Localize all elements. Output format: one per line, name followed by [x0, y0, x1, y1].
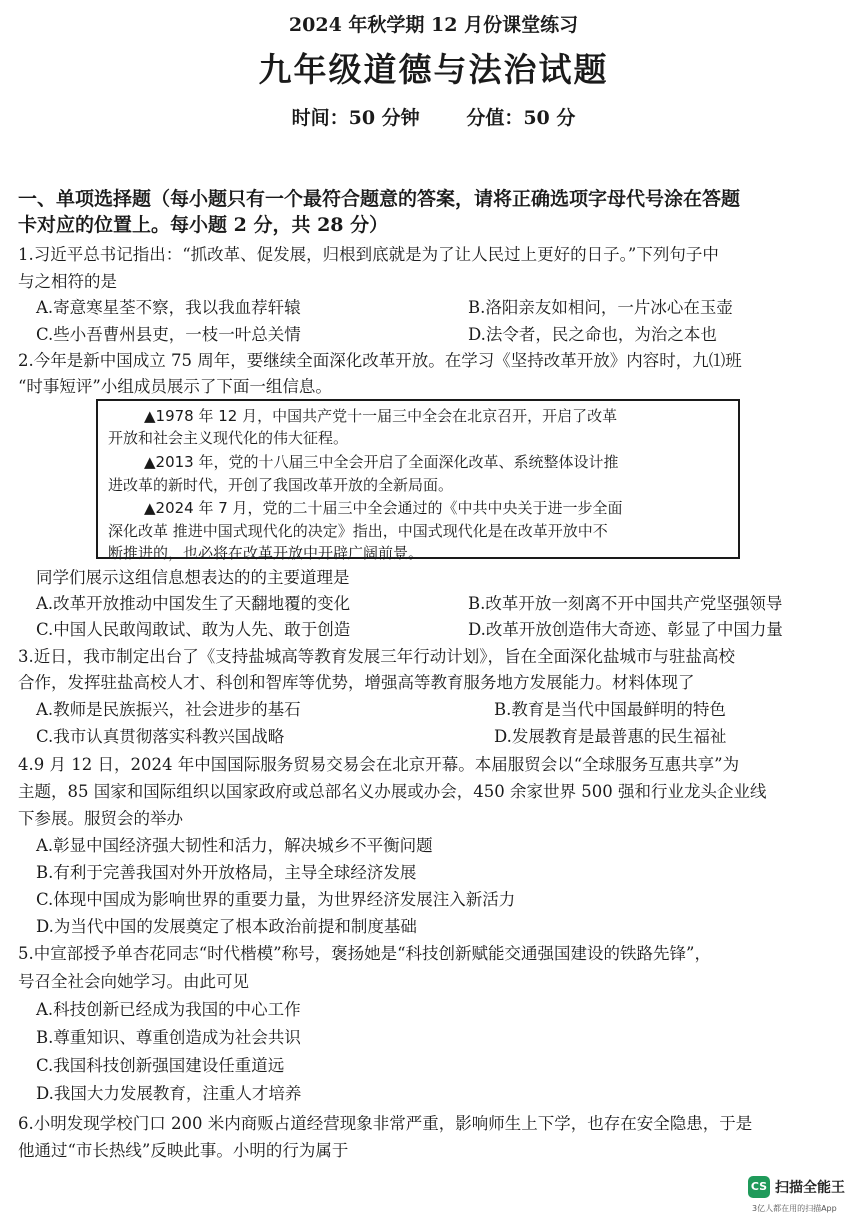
question-5-option-b: B.尊重知识、尊重创造成为社会共识	[36, 1028, 301, 1047]
question-2-info-box	[96, 399, 740, 562]
exam-subtitle: 2024 年秋学期 12 月份课堂练习	[288, 14, 579, 36]
info-box-line: ▲1978 年 12 月，中国共产党十一届三中全会在北京召开，开启了改革	[144, 407, 618, 425]
section-heading-cont: 卡对应的位置上。每小题 2 分，共 28 分）	[18, 214, 389, 236]
exam-meta	[0, 103, 867, 130]
question-1-option-c: C.些小吾曹州县吏，一枝一叶总关情	[36, 325, 301, 344]
question-1-stem-cont: 与之相符的是	[18, 272, 117, 291]
question-3-stem: 3.近日，我市制定出台了《支持盐城高等教育发展三年行动计划》，旨在全面深化盐城市与驻盐高校	[18, 647, 735, 666]
question-4-stem: 4.9 月 12 日，2024 年中国国际服务贸易交易会在北京开幕。本届服贸会以“全球服务互惠共享”为	[18, 755, 740, 774]
question-5-option-d: D.我国大力发展教育，注重人才培养	[36, 1084, 302, 1103]
question-1-option-a: A.寄意寒星荃不察，我以我血荐轩辕	[36, 298, 301, 317]
info-box-line: ▲2013 年，党的十八届三中全会开启了全面深化改革、系统整体设计推	[144, 453, 619, 471]
question-5-option-a: A.科技创新已经成为我国的中心工作	[36, 1000, 301, 1019]
question-2-option-c: C.中国人民敢闯敢试、敢为人先、敢于创造	[36, 620, 351, 639]
camscanner-logo-icon: CS	[748, 1176, 770, 1198]
question-4-stem-cont: 主题，85 国家和国际组织以国家政府或总部名义办展或办会，450 余家世界 500 强和行业龙头企业线	[18, 782, 767, 801]
question-2-stem-cont: “时事短评”小组成员展示了下面一组信息。	[18, 377, 332, 396]
question-2-option-d: D.改革开放创造伟大奇迹、彰显了中国力量	[468, 620, 783, 639]
question-4-option-d: D.为当代中国的发展奠定了根本政治前提和制度基础	[36, 917, 417, 936]
question-1-option-b: B.洛阳亲友如相问，一片冰心在玉壶	[468, 298, 733, 317]
question-3-option-d: D.发展教育是最普惠的民生福祉	[494, 727, 727, 746]
exam-time: 时间：50 分钟	[291, 107, 420, 129]
question-2-option-a: A.改革开放推动中国发生了天翻地覆的变化	[36, 594, 351, 613]
question-5-option-c: C.我国科技创新强国建设任重道远	[36, 1056, 285, 1075]
exam-score: 分值：50 分	[466, 107, 576, 129]
question-5-stem: 5.中宣部授予单杏花同志“时代楷模”称号，褒扬她是“科技创新赋能交通强国建设的铁路先锋”，	[18, 944, 711, 963]
question-4-stem-cont: 下参展。服贸会的举办	[18, 809, 183, 828]
question-3-stem-cont: 合作，发挥驻盐高校人才、科创和智库等优势，增强高等教育服务地方发展能力。材料体现了	[18, 673, 695, 692]
question-4-option-c: C.体现中国成为影响世界的重要力量，为世界经济发展注入新活力	[36, 890, 516, 909]
question-3-option-b: B.教育是当代中国最鲜明的特色	[494, 700, 726, 719]
question-1-stem: 1.习近平总书记指出：“抓改革、促发展，归根到底就是为了让人民过上更好的日子。”下列句子中	[18, 245, 719, 264]
info-box-line: 开放和社会主义现代化的伟大征程。	[108, 429, 349, 447]
question-1-option-d: D.法令者，民之命也，为治之本也	[468, 325, 717, 344]
scanner-watermark	[748, 1176, 854, 1224]
question-2-stem: 2.今年是新中国成立 75 周年，要继续全面深化改革开放。在学习《坚持改革开放》内容时，九⑴班	[18, 351, 742, 370]
info-box-line: 深化改革 推进中国式现代化的决定》指出，中国式现代化是在改革开放中不	[108, 522, 608, 540]
watermark-tagline: 3亿人都在用的扫描App	[752, 1204, 837, 1213]
question-5-stem-cont: 号召全社会向她学习。由此可见	[18, 972, 249, 991]
info-box-line: ▲2024 年 7 月，党的二十届三中全会通过的《中共中央关于进一步全面	[144, 499, 623, 517]
question-3-option-c: C.我市认真贯彻落实科教兴国战略	[36, 727, 285, 746]
question-2-option-b: B.改革开放一刻离不开中国共产党坚强领导	[468, 594, 783, 613]
question-4-option-a: A.彰显中国经济强大韧性和活力，解决城乡不平衡问题	[36, 836, 433, 855]
question-2-prompt: 同学们展示这组信息想表达的的主要道理是	[36, 568, 350, 587]
exam-title: 九年级道德与法治试题	[258, 50, 609, 89]
question-6-stem: 6.小明发现学校门口 200 米内商贩占道经营现象非常严重，影响师生上下学，也存在安全隐患，于是	[18, 1114, 753, 1133]
question-3-option-a: A.教师是民族振兴，社会进步的基石	[36, 700, 301, 719]
info-box-line: 进改革的新时代，开创了我国改革开放的全新局面。	[108, 476, 454, 494]
watermark-app-name: 扫描全能王	[775, 1180, 845, 1196]
info-box-line: 断推进的，也必将在改革开放中开辟广阔前景。	[108, 544, 424, 562]
section-heading: 一、单项选择题（每小题只有一个最符合题意的答案，请将正确选项字母代号涂在答题	[18, 188, 741, 210]
question-4-option-b: B.有利于完善我国对外开放格局，主导全球经济发展	[36, 863, 417, 882]
question-6-stem-cont: 他通过“市长热线”反映此事。小明的行为属于	[18, 1141, 349, 1160]
